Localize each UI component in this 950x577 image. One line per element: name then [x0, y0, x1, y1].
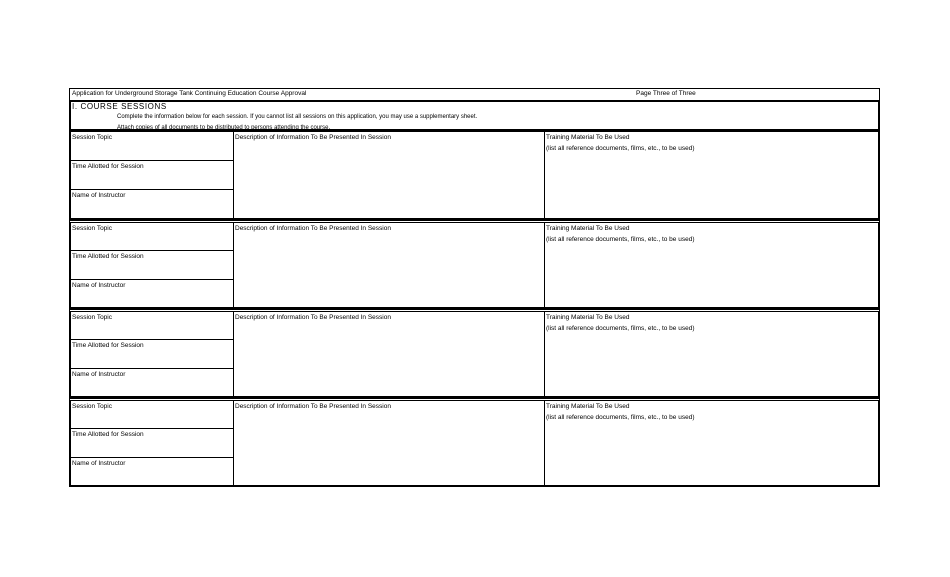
session-block-1	[69, 131, 880, 220]
training-material-label: Training Material To Be Used	[546, 314, 630, 321]
form-title: Application for Underground Storage Tank Continuing Education Course Approval	[72, 90, 307, 97]
session-block-4	[69, 398, 880, 487]
session-topic-field[interactable]: Session Topic	[71, 312, 233, 340]
training-material-field[interactable]	[545, 223, 878, 307]
session-block-3	[69, 309, 880, 398]
instructor-name-field[interactable]: Name of Instructor	[72, 192, 126, 199]
section-heading: I. COURSE SESSIONS	[72, 102, 167, 111]
session-description-field[interactable]: Description of Information To Be Presented In Session	[234, 132, 545, 218]
session-description-field[interactable]: Description of Information To Be Presented In Session	[234, 223, 545, 307]
training-material-label: Training Material To Be Used	[546, 134, 630, 141]
instruction-text: Complete the information below for each session. If you cannot list all sessions on this application, you may use a supplementary sheet.	[117, 114, 478, 120]
session-block-2	[69, 220, 880, 309]
training-material-label: Training Material To Be Used	[546, 225, 630, 232]
training-material-label: Training Material To Be Used	[546, 403, 630, 410]
training-material-field[interactable]	[545, 312, 878, 396]
instructor-name-field[interactable]: Name of Instructor	[72, 370, 126, 378]
time-allotted-field[interactable]: Time Allotted for Session	[71, 251, 233, 279]
session-description-field[interactable]: Description of Information To Be Presented In Session	[234, 312, 545, 396]
session-info-column	[71, 132, 234, 218]
session-info-column	[71, 401, 234, 485]
session-topic-field[interactable]: Session Topic	[71, 223, 233, 251]
section-intro	[69, 100, 880, 131]
training-material-note: (list all reference documents, films, etc., to be used)	[546, 414, 695, 421]
session-info-column	[71, 312, 234, 396]
course-sessions-form	[69, 88, 880, 487]
session-info-column	[71, 223, 234, 307]
time-allotted-field[interactable]: Time Allotted for Session	[71, 161, 233, 190]
instructor-name-field[interactable]: Name of Instructor	[72, 281, 126, 289]
instructor-name-field[interactable]: Name of Instructor	[72, 459, 126, 467]
training-material-note: (list all reference documents, films, etc., to be used)	[546, 236, 695, 243]
training-material-field[interactable]	[545, 401, 878, 485]
instruction-text: Attach copies of all documents to be distributed to persons attending the course.	[117, 125, 331, 131]
training-material-note: (list all reference documents, films, etc., to be used)	[546, 325, 695, 332]
session-topic-field[interactable]: Session Topic	[71, 401, 233, 429]
time-allotted-field[interactable]: Time Allotted for Session	[71, 429, 233, 457]
training-material-field[interactable]	[545, 132, 878, 218]
session-description-field[interactable]: Description of Information To Be Presented In Session	[234, 401, 545, 485]
session-topic-field[interactable]: Session Topic	[71, 132, 233, 161]
form-header	[69, 88, 880, 100]
page-indicator: Page Three of Three	[636, 90, 696, 97]
time-allotted-field[interactable]: Time Allotted for Session	[71, 340, 233, 368]
training-material-note: (list all reference documents, films, etc., to be used)	[546, 145, 695, 152]
